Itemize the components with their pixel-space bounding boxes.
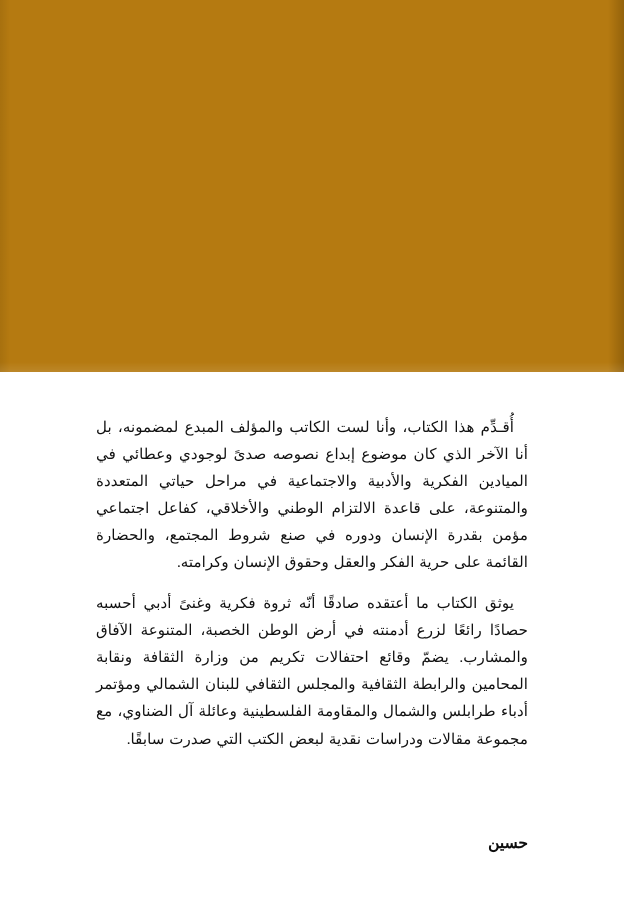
author-signature: حسين [488, 835, 528, 852]
band-left-shading [0, 0, 10, 372]
band-right-shading [608, 0, 624, 372]
blurb-paragraph-1: أُقـدِّم هذا الكتاب، وأنا لست الكاتب والمؤلف المبدع لمضمونه، بل أنا الآخر الذي كان موضوع إبداع نصوصه صدىً لوجودي وعطائي في الميادين الفكرية والأدبية والاجتماعية في مراحل حياتي المتعددة والمتنوعة، على قاعدة الالتزام الوطني والأخلاقي، كفاعل اجتماعي مؤمن بقدرة الإنسان ودوره في صنع شروط المجتمع، والحضارة القائمة على حرية الفكر والعقل وحقوق الإنسان وكرامته. [96, 419, 528, 572]
band-bottom-shading [0, 362, 624, 372]
blurb-paragraph-2: يوثق الكتاب ما أعتقده صادقًا أنّه ثروة فكرية وغنىً أدبي أحسبه حصادًا رائعًا لزرع أدمنته في أرض الوطن الخصبة، المتنوعة الآفاق والمشارب. يضمّ وقائع احتفالات تكريم من وزارة الثقافة ونقابة المحامين والرابطة الثقافية والمجلس الثقافي للبنان الشمالي ومؤتمر أدباء طرابلس والشمال والمقاومة الفلسطينية وعائلة آل الضناوي، مع مجموعة مقالات ودراسات نقدية لبعض الكتب التي صدرت سابقًا. [96, 595, 528, 748]
cover-color-band [0, 0, 624, 372]
back-cover-text-area [0, 372, 624, 913]
blurb [96, 414, 528, 767]
